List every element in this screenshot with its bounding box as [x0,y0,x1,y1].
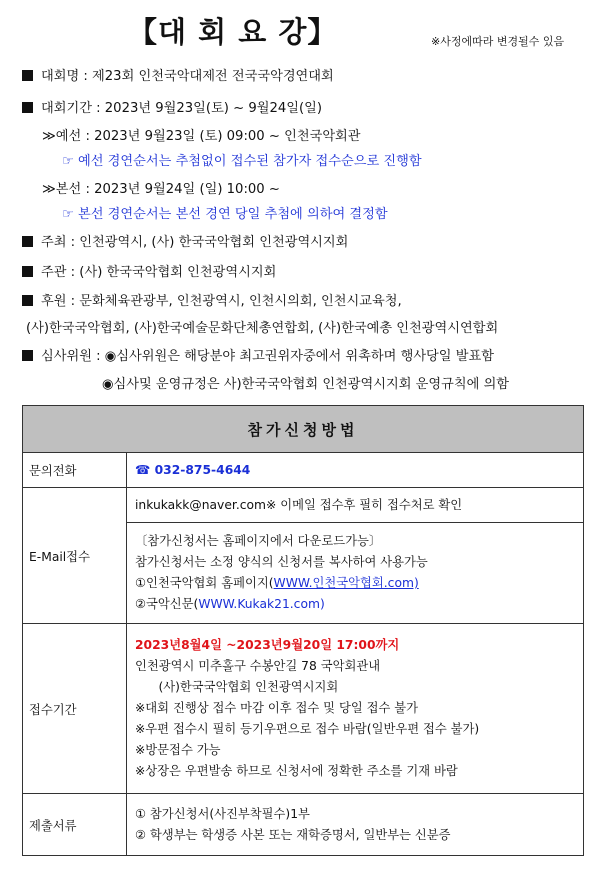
newspaper-line: ②국악신문(WWW.Kukak21.com) [135,597,325,611]
square-bullet-icon [22,266,33,277]
email-line: inkukakk@naver.com※ 이메일 접수후 필히 접수처로 확인 [127,488,584,523]
prelim-schedule: ≫예선 : 2023년 9월23일 (토) 09:00 ~ 인천국악회관 [42,129,361,144]
host: 주최 : 인천광역시, (사) 한국국악협회 인천광역시지회 [22,231,348,250]
email-label: E-Mail접수 [23,488,127,624]
homepage-line: ①인천국악협회 홈페이지(WWW.인천국악협회.com) [135,576,419,590]
newspaper-link[interactable]: WWW.Kukak21.com) [198,597,325,611]
final-note: ☞ 본선 경연순서는 본선 경연 당일 추첨에 의하여 결정함 [62,207,388,222]
square-bullet-icon [22,102,33,113]
square-bullet-icon [22,295,33,306]
notice-line: ※상장은 우편발송 하므로 신청서에 정확한 주소를 기재 바람 [135,764,458,778]
docs-item: ① 참가신청서(사진부착필수)1부 [135,806,310,821]
table-row [23,794,584,856]
table-header: 참가신청방법 [23,406,584,453]
square-bullet-icon [22,236,33,247]
notice-line: ※대회 진행상 접수 마감 이후 접수 및 당일 접수 불가 [135,701,419,715]
form-note: 참가신청서는 소정 양식의 신청서를 복사하여 사용가능 [135,555,428,569]
notice-line: ※우편 접수시 필히 등기우편으로 접수 바람(일반우편 접수 불가) [135,722,480,736]
address-line: (사)한국국악협회 인천광역시지회 [135,680,339,694]
docs-label: 제출서류 [23,794,127,856]
organizer: 주관 : (사) 한국국악협회 인천광역시지회 [22,261,276,280]
event-name: 대회명 : 제23회 인천국악대제전 전국국악경연대회 [22,65,334,84]
square-bullet-icon [22,350,33,361]
judges-rules: ◉심사및 운영규정은 사)한국국악협회 인천광역시지회 운영규칙에 의함 [102,377,510,392]
period-dates: 2023년8월4일 ~2023년9월20일 17:00까지 [135,638,400,652]
sponsor: 후원 : 문화체육관광부, 인천광역시, 인천시의회, 인천시교육청, [22,290,402,309]
application-table [22,405,584,856]
event-period: 대회기간 : 2023년 9월23일(토) ~ 9월24일(일) [22,97,322,116]
address-line: 인천광역시 미추홀구 수봉안길 78 국악회관내 [135,659,381,673]
table-row [23,624,584,794]
square-bullet-icon [22,70,33,81]
final-schedule: ≫본선 : 2023년 9월24일 (일) 10:00 ~ [42,182,280,197]
phone-number[interactable]: ☎ 032-875-4644 [135,462,251,477]
phone-label: 문의전화 [23,453,127,488]
notice-line: ※방문접수 가능 [135,743,221,757]
judges: 심사위원 : ◉심사위원은 해당분야 최고권위자중에서 위촉하며 행사당일 발표함 [22,345,494,364]
form-note: 〔참가신청서는 홈페이지에서 다운로드가능〕 [135,534,382,548]
page-title: 【대 회 요 강】 [128,15,338,49]
homepage-link[interactable]: WWW.인천국악협회.com) [273,576,419,590]
sponsor-continued: (사)한국국악협회, (사)한국예술문화단체총연합회, (사)한국예총 인천광역시연합회 [26,321,499,336]
table-row [23,453,584,488]
change-notice: ※사정에따라 변경될수 있음 [431,35,565,48]
period-label: 접수기간 [23,624,127,794]
docs-item: ② 학생부는 학생증 사본 또는 재학증명서, 일반부는 신분증 [135,827,451,842]
prelim-note: ☞ 예선 경연순서는 추첨없이 접수된 참가자 접수순으로 진행함 [62,154,422,169]
table-row [23,488,584,523]
